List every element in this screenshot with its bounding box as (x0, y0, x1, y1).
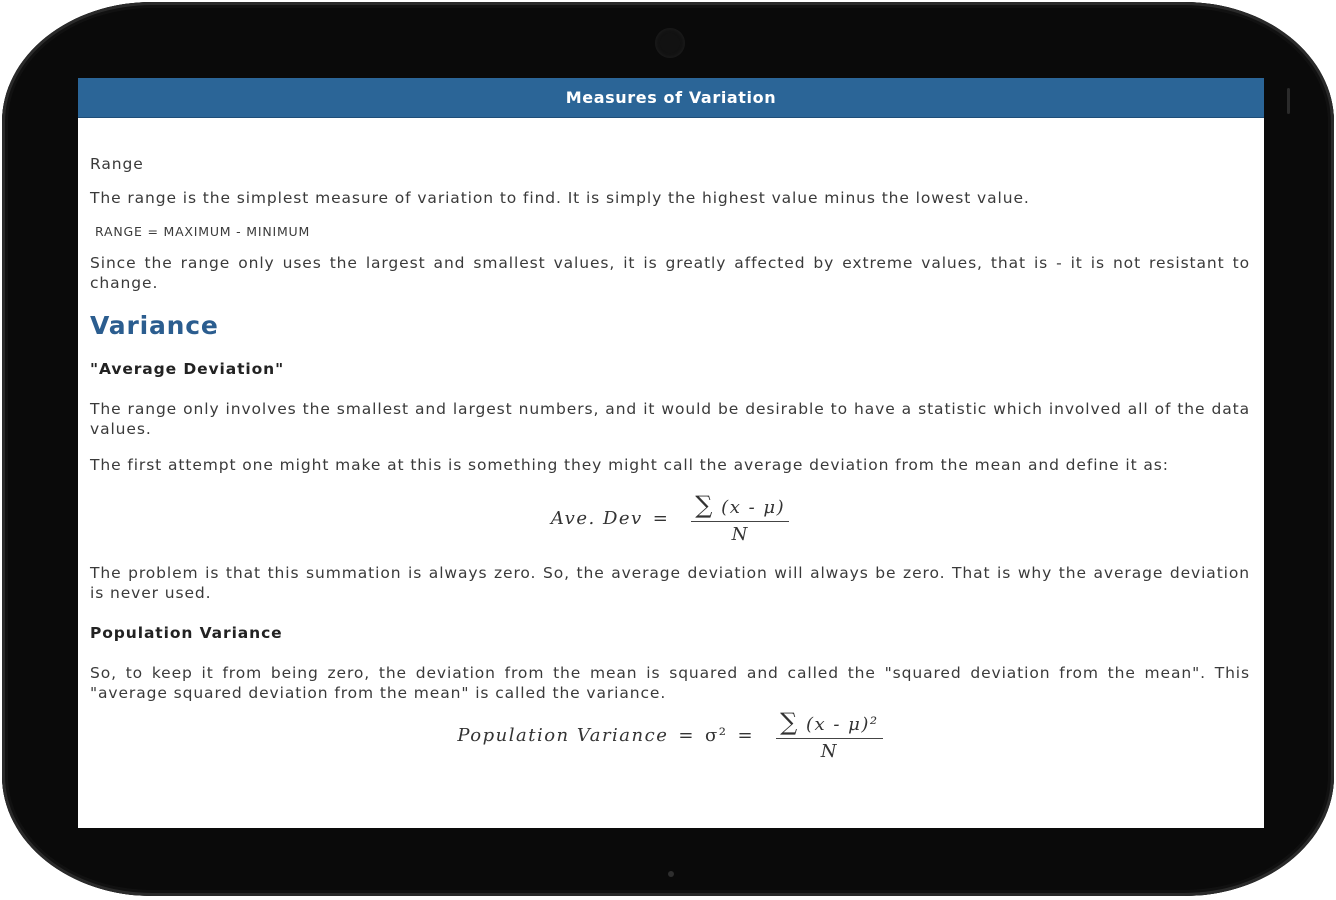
summation-symbol: ∑ (695, 491, 714, 519)
range-label: Range (90, 155, 144, 173)
variance-heading: Variance (90, 311, 219, 340)
formula-denominator: N (731, 524, 749, 545)
population-variance-heading: Population Variance (90, 624, 283, 642)
population-variance-paragraph: So, to keep it from being zero, the deviation from the mean is squared and called the "squared deviation from the mean". This "average squared deviation from the mean" is called the variance. (90, 664, 1250, 702)
average-deviation-paragraph-3: The problem is that this summation is always zero. So, the average deviation will always be zero. That is why the average deviation is never used. (90, 564, 1250, 602)
numerator-expression: (x - μ) (721, 497, 786, 518)
tablet-frame (2, 2, 1334, 896)
range-note: Since the range only uses the largest and smallest values, it is greatly affected by extreme values, that is - it is not resistant to change. (90, 254, 1250, 292)
formula-equals: = (652, 507, 670, 529)
front-camera (655, 28, 685, 58)
pv-formula-fraction (776, 708, 883, 762)
formula-fraction (691, 491, 789, 545)
app-bar (78, 78, 1264, 118)
formula-lhs: Ave. Dev (550, 507, 643, 529)
population-variance-formula (90, 707, 1250, 763)
pv-sigma-squared: σ² (704, 724, 728, 746)
article-content[interactable] (78, 118, 1264, 763)
pv-numerator-expression: (x - μ)² (805, 714, 879, 735)
home-indicator (668, 871, 674, 877)
side-button (1287, 88, 1290, 114)
pv-summation-symbol: ∑ (780, 708, 799, 736)
average-deviation-formula (90, 487, 1250, 549)
range-formula: RANGE = MAXIMUM - MINIMUM (95, 224, 311, 239)
pv-formula-denominator: N (820, 741, 838, 762)
pv-formula-numerator (776, 708, 883, 739)
pv-formula-equals-2: = (737, 724, 755, 746)
pv-formula-lhs: Population Variance (457, 724, 669, 746)
app-title: Measures of Variation (565, 88, 777, 107)
formula-numerator (691, 491, 789, 522)
pv-formula-equals-1: = (678, 724, 695, 746)
average-deviation-paragraph-1: The range only involves the smallest and largest numbers, and it would be desirable to have a statistic which involved all of the data values. (90, 400, 1250, 438)
average-deviation-paragraph-2: The first attempt one might make at this is something they might call the average deviation from the mean and define it as: (90, 456, 1169, 474)
average-deviation-heading: "Average Deviation" (90, 360, 285, 378)
app-screen (78, 78, 1264, 828)
range-definition: The range is the simplest measure of variation to find. It is simply the highest value minus the lowest value. (90, 189, 1030, 207)
